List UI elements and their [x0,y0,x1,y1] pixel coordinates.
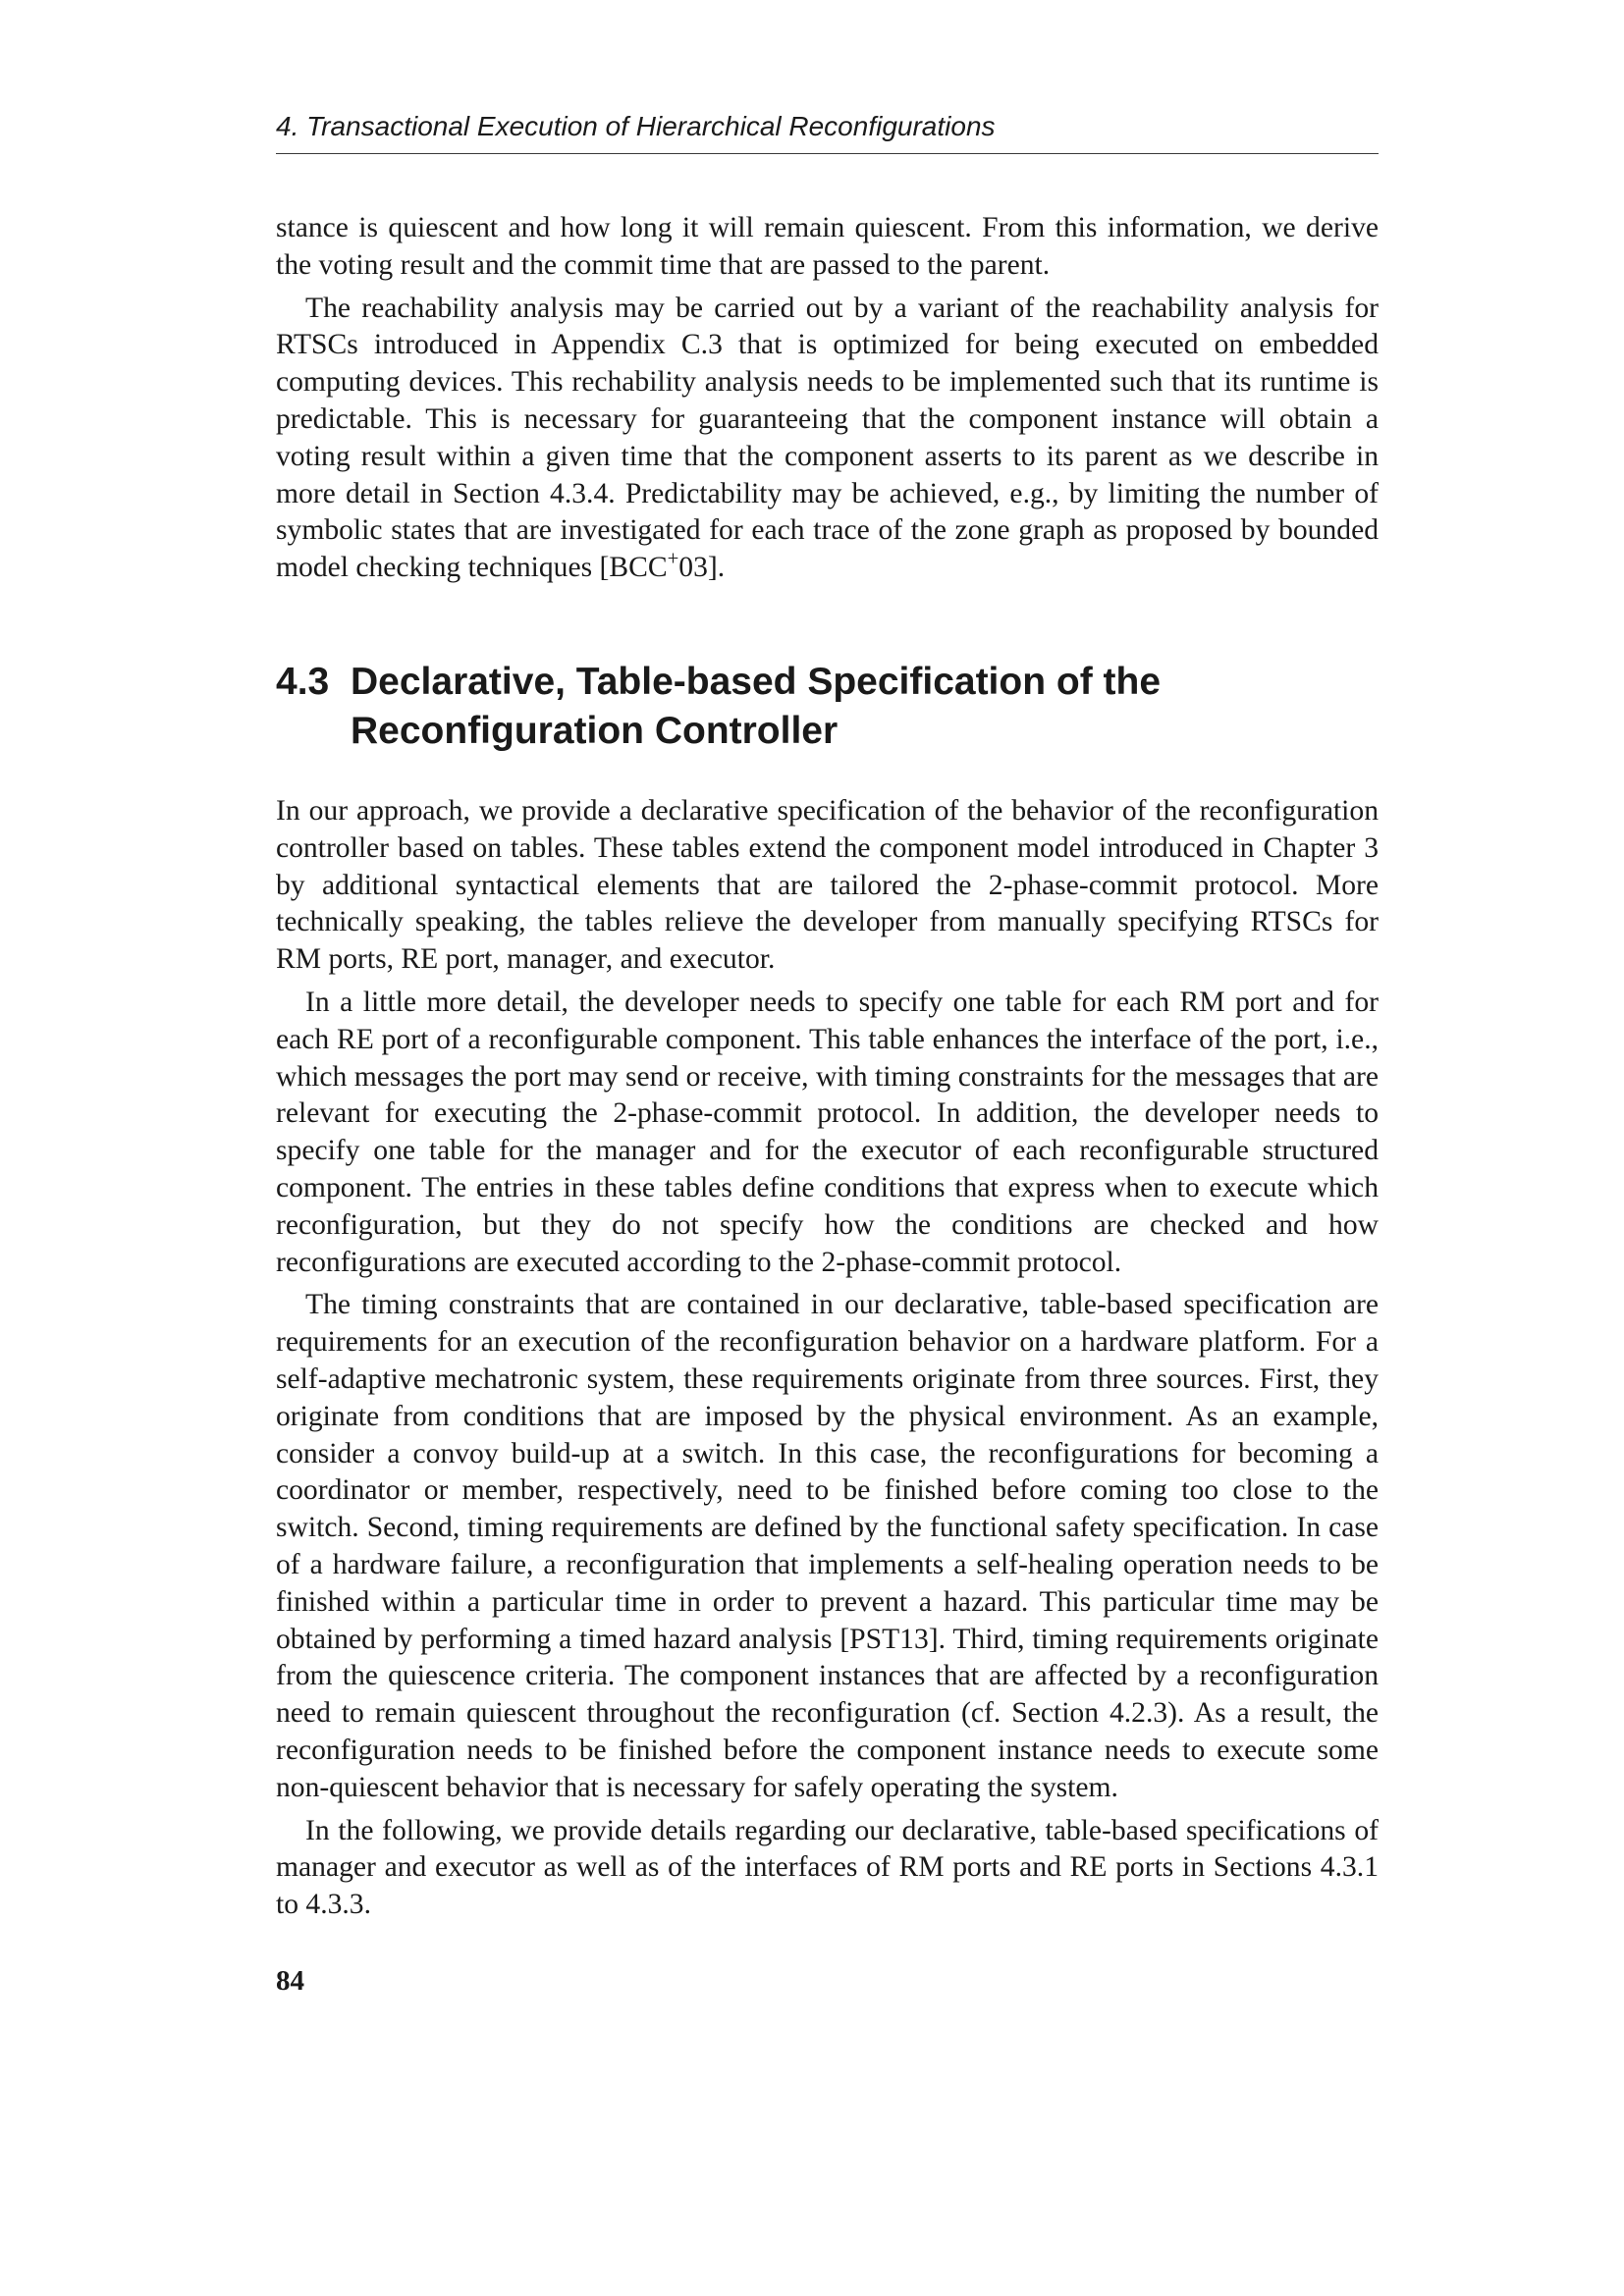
section-text-block [276,793,1379,1930]
paragraph-reachability [276,291,1379,587]
paragraph-timing-constraints: The timing constraints that are contained in our declarative, table-based specification are requirements for an execution of the reconfiguration behavior on a hardware platform. For a self-adaptive mechatronic system, these requirements originate from three sources. First, they originate from conditions that are imposed by the physical environment. As an example, consider a convoy build-up at a switch. In this case, the reconfigurations for becoming a coordinator or member, respectively, need to be finished before coming too close to the switch. Second, timing requirements are defined by the functional safety specification. In case of a hardware failure, a reconfiguration that implements a self-healing operation needs to be finished within a particular time in order to prevent a hazard. This particular time may be obtained by performing a timed hazard analysis [PST13]. Third, timing requirements originate from the quiescence criteria. The component instances that are affected by a reconfiguration need to remain quiescent throughout the reconfiguration (cf. Section 4.2.3). As a result, the reconfiguration needs to be finished before the component instance needs to execute some non-quiescent behavior that is necessary for safely operating the system. [276,1289,1379,1803]
running-header [276,110,1379,154]
top-text-block [276,210,1379,593]
paragraph-reachability-text: The reachability analysis may be carried out by a variant of the reachability analysis for RTSCs introduced in Appendix C.3 that is optimized for being executed on embedded computing devices. This rechability analysis needs to be implemented such that its runtime is predictable. This is necessary for guaranteeing that the component instance will obtain a voting result within a given time that the component asserts to its parent as we describe in more detail in Section 4.3.4. Predictability may be achieved, e.g., by limiting the number of symbolic states that are investigated for each trace of the zone graph as proposed by bounded model checking techniques [BCC [276,292,1379,584]
paragraph-detail: In a little more detail, the developer needs to specify one table for each RM port and for each RE port of a reconfigurable component. This table enhances the interface of the port, i.e., which messages the port may send or receive, with timing constraints for the messages that are relevant for executing the 2-phase-commit protocol. In addition, the developer needs to specify one table for the manager and for the executor of each reconfigurable structured component. The entries in these tables define conditions that express when to execute which reconfiguration, but they do not specify how the conditions are checked and how reconfigurations are executed according to the 2-phase-commit protocol. [276,986,1379,1278]
citation-superscript: + [667,548,679,570]
paragraph-reachability-end: 03]. [678,552,726,584]
paragraph-following: In the following, we provide details regarding our declarative, table-based specifications of manager and executor as well as of the interfaces of RM ports and RE ports in Sections 4.3.1 to 4.3.3. [276,1814,1379,1921]
paragraph-approach: In our approach, we provide a declarative specification of the behavior of the reconfiguration controller based on tables. These tables extend the component model introduced in Chapter 3 by additional syntactical elements that are tailored the 2-phase-commit protocol. More technically speaking, the tables relieve the developer from manually specifying RTSCs for RM ports, RE port, manager, and executor. [276,795,1379,976]
section-number: 4.3 [276,661,330,703]
section-title-line-1: Declarative, Table-based Specification of the [351,661,1162,703]
paragraph-continuation: stance is quiescent and how long it will remain quiescent. From this information, we derive the voting result and the commit time that are passed to the parent. [276,212,1379,281]
page-number: 84 [276,1965,304,1997]
section-heading [276,658,1379,756]
section-title [351,658,1379,756]
section-title-line-2: Reconfiguration Controller [351,710,839,752]
running-header-title: 4. Transactional Execution of Hierarchical Reconfigurations [276,111,996,141]
